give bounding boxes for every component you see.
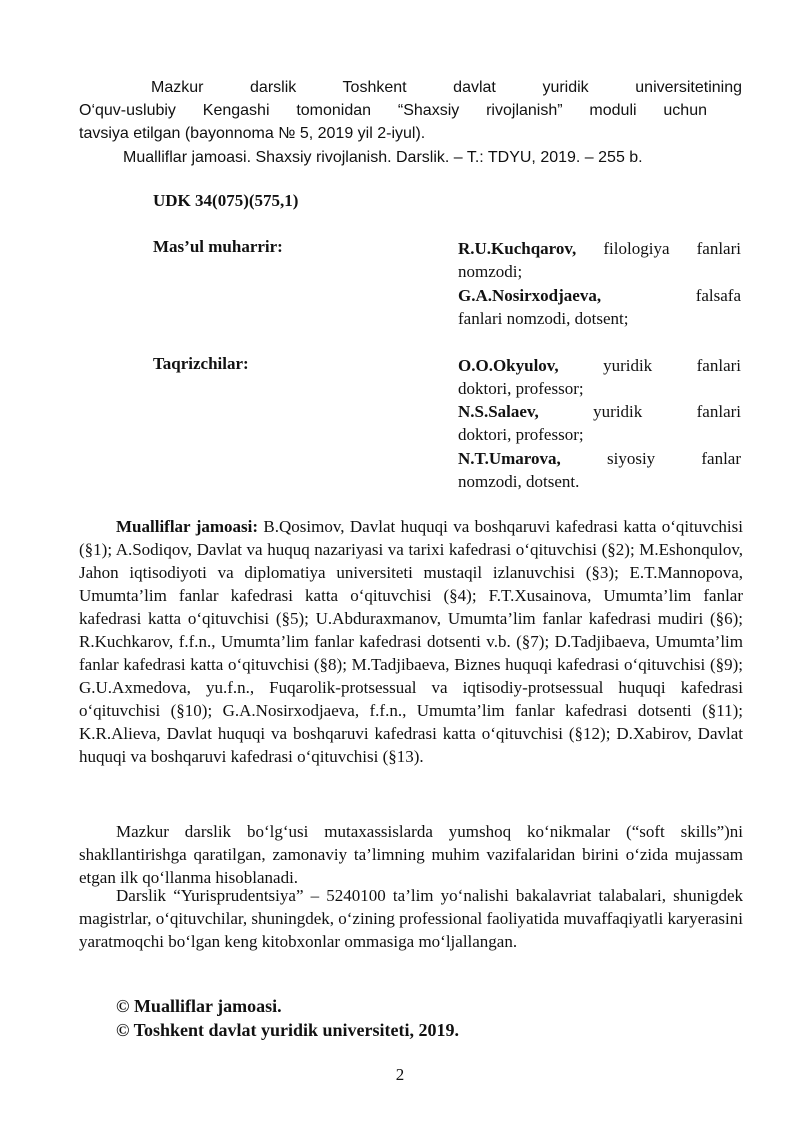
editor-title: falsafa [695,286,741,305]
authors-text: B.Qosimov, Davlat huquqi va boshqaruvi kafedrasi katta o‘qituvchisi (§1); A.Sodiqov, Davlat va huquq nazariyasi va tarixi kafedrasi o‘qituvchisi (§2); M.Eshonqulov, Jahon iqtisodiyoti va diplomatiya universiteti mustaqil izlanuvchisi (§3); E.T.Mannopova, Umumta’lim fanlar kafedrasi katta o‘qituvchisi (§4); F.T.Xusainova, Umumta’lim fanlar kafedrasi katta o‘qituvchisi (§5); U.Abduraxmanov, Umumta’lim fanlar kafedrasi mudiri (§6); R.Kuchkarov, f.f.n., Umumta’lim fanlar kafedrasi dotsenti v.b. (§7); D.Tadjibaeva, Umumta’lim fanlar kafedrasi katta o‘qituvchisi (§8); M.Tadjibaeva, Biznes huquqi kafedrasi o‘qituvchisi (§9); G.U.Axmedova, yu.f.n., Fuqarolik-protsessual va iqtisodiy-protsessual huquqi kafedrasi o‘qituvchisi (§10); G.A.Nosirxodjaeva, f.f.n., Umumta’lim fanlar kafedrasi dotsenti (§11); K.R.Alieva, Davlat huquqi va boshqaruvi kafedrasi katta o‘qituvchisi (§12); D.Xabirov, Davlat huquqi va boshqaruvi kafedrasi o‘qituvchisi (§13). [79,517,743,766]
editor-label: Mas’ul muharrir: [153,237,283,256]
reviewer-name: O.O.Okyulov, [458,356,559,375]
approval-line-3: tavsiya etilgan (bayonnoma № 5, 2019 yil 2-iyul). [79,125,426,142]
reviewer-title-cont: doktori, professor; [458,425,584,444]
description-paragraph: Mazkur darslik bo‘lg‘usi mutaxassislarda yumshoq ko‘nikmalar (“soft skills”)ni shakllantirishga qaratilgan, zamonaviy ta’limning muhim vazifalaridan birini o‘zida mujassam etgan ilk qo‘llanma hisoblanadi. [79,822,743,887]
reviewer-title: siyosiy fanlar [606,449,741,468]
editor-title: filologiya fanlari [603,239,741,258]
description-paragraph: Darslik “Yurisprudentsiya” – 5240100 ta’lim yo‘nalishi bakalavriat talabalari, shunigdek magistrlar, o‘qituvchilar, shuningdek, o‘zining professional faoliyatida muvaffaqiyatli karyerasini yaratmoqchi bo‘lgan keng kitobxonlar ommasiga mo‘ljallangan. [79,886,743,951]
reviewer-title-cont: doktori, professor; [458,379,584,398]
copyright-authors: © Mualliflar jamoasi. [116,996,282,1016]
reviewers-label: Taqrizchilar: [153,354,249,373]
editor-entry [458,284,741,330]
reviewer-name: N.S.Salaev, [458,402,539,421]
approval-line-1: Mazkur darslik Toshkent davlat yuridik universitetining [151,79,742,96]
copyright-university: © Toshkent davlat yuridik universiteti, 2019. [116,1020,460,1040]
reviewer-entry [458,354,741,400]
approval-line-2: O‘quv-uslubiy Kengashi tomonidan “Shaxsiy rivojlanish” moduli uchun [79,102,707,119]
citation: Mualliflar jamoasi. Shaxsiy rivojlanish. Darslik. – T.: TDYU, 2019. – 255 b. [123,149,643,166]
reviewer-name: N.T.Umarova, [458,449,561,468]
reviewer-entry [458,447,741,493]
editor-name: G.A.Nosirxodjaeva, [458,286,602,305]
reviewer-title: yuridik fanlari [593,402,741,421]
approval-note [79,76,742,145]
editor-entry [458,237,741,283]
page-number: 2 [395,1065,405,1084]
reviewer-entry [458,400,741,446]
authors-paragraph [79,515,743,768]
editor-title-cont: nomzodi; [458,262,523,281]
reviewer-title: yuridik fanlari [603,356,741,375]
authors-label: Mualliflar jamoasi: [116,517,259,536]
udk-code: UDK 34(075)(575,1) [153,191,299,210]
editor-title-cont: fanlari nomzodi, dotsent; [458,309,629,328]
editor-name: R.U.Kuchqarov, [458,239,577,258]
reviewer-title-cont: nomzodi, dotsent. [458,472,580,491]
